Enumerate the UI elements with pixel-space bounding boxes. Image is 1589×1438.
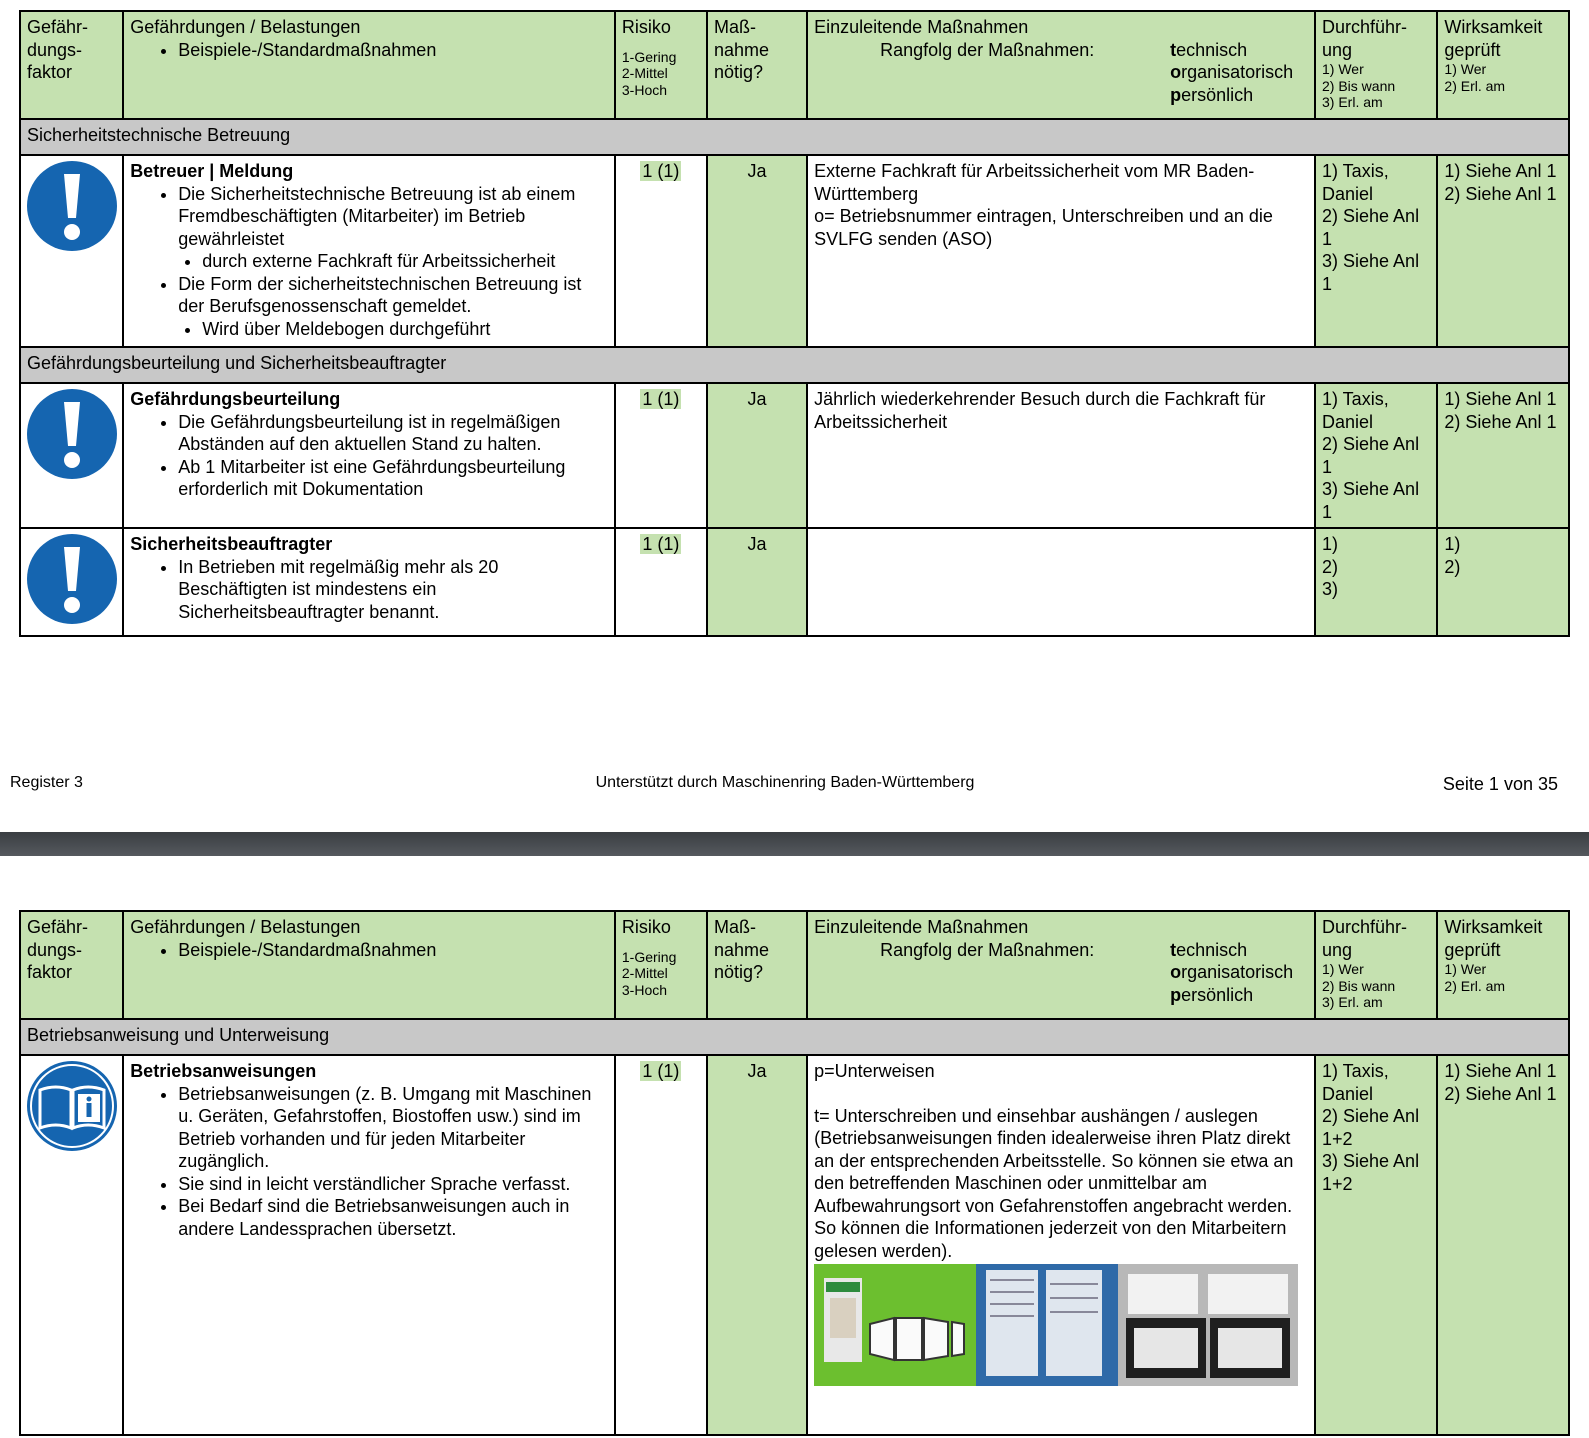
- table-row: [20, 528, 1569, 636]
- header-execution: Durchführ- ung 1) Wer 2) Bis wann 3) Erl. am: [1315, 11, 1437, 119]
- exclamation-mandatory-icon: [26, 533, 118, 625]
- measures-cell: Jährlich wiederkehrender Besuch durch die Fachkraft für Arbeitssicherheit: [807, 383, 1315, 528]
- hazard-icon-cell: [20, 383, 123, 528]
- execution-cell: 1) Taxis, Daniel 2) Siehe Anl 1 3) Siehe Anl 1: [1315, 383, 1437, 528]
- risk-cell: 1 (1): [615, 528, 707, 636]
- footer-credit: Unterstützt durch Maschinenring Baden-Württemberg: [595, 774, 975, 791]
- hazard-description: Gefährdungsbeurteilung • Die Gefährdungsbeurteilung ist in regelmäßigen Abständen auf den aktuellen Stand zu halten. • Ab 1 Mitarbeiter ist eine Gefährdungsbeurteilung erforderlich mit Dokumentation: [123, 383, 615, 528]
- operating-instructions-photo: [814, 1264, 1298, 1386]
- effectiveness-cell: 1) 2): [1437, 528, 1569, 636]
- execution-cell: 1) Taxis, Daniel 2) Siehe Anl 1+2 3) Siehe Anl 1+2: [1315, 1055, 1437, 1435]
- header-measure-needed: Maß- nahme nötig?: [707, 911, 807, 1019]
- footer-page-number: Seite 1 von 35: [1442, 774, 1558, 794]
- header-effectiveness: Wirksamkeit geprüft 1) Wer 2) Erl. am: [1437, 11, 1569, 119]
- execution-cell: 1) 2) 3): [1315, 528, 1437, 636]
- header-hazard-factor: Gefähr- dungs- faktor: [20, 11, 123, 119]
- measures-cell: [807, 528, 1315, 636]
- header-hazard-factor: Gefähr- dungs- faktor: [20, 911, 123, 1019]
- header-execution: Durchführ- ung 1) Wer 2) Bis wann 3) Erl. am: [1315, 911, 1437, 1019]
- section-title: Gefährdungsbeurteilung und Sicherheitsbeauftragter: [20, 347, 1569, 383]
- hazard-icon-cell: [20, 1055, 123, 1435]
- document-page-2: [0, 856, 1589, 1438]
- header-hazards: Gefährdungen / Belastungen • Beispiele-/Standardmaßnahmen: [123, 11, 615, 119]
- exclamation-mandatory-icon: [26, 160, 118, 252]
- section-title: Sicherheitstechnische Betreuung: [20, 119, 1569, 155]
- header-effectiveness: Wirksamkeit geprüft 1) Wer 2) Erl. am: [1437, 911, 1569, 1019]
- effectiveness-cell: 1) Siehe Anl 1 2) Siehe Anl 1: [1437, 1055, 1569, 1435]
- risk-cell: 1 (1): [615, 155, 707, 347]
- table-row: [20, 1055, 1569, 1435]
- header-risk: Risiko 1-Gering 2-Mittel 3-Hoch: [615, 911, 707, 1019]
- page-separator: [0, 832, 1589, 856]
- effectiveness-cell: 1) Siehe Anl 1 2) Siehe Anl 1: [1437, 155, 1569, 347]
- header-measure-needed: Maß- nahme nötig?: [707, 11, 807, 119]
- section-header-row: [20, 347, 1569, 383]
- effectiveness-cell: 1) Siehe Anl 1 2) Siehe Anl 1: [1437, 383, 1569, 528]
- header-hazards: Gefährdungen / Belastungen • Beispiele-/Standardmaßnahmen: [123, 911, 615, 1019]
- measure-needed-cell: Ja: [707, 528, 807, 636]
- exclamation-mandatory-icon: [26, 388, 118, 480]
- measure-needed-cell: Ja: [707, 1055, 807, 1435]
- risk-assessment-table-page-1: [19, 10, 1570, 637]
- hazard-description: Betreuer | Meldung • Die Sicherheitstechnische Betreuung ist ab einem Fremdbeschäftigten (Mitarbeiter) im Betrieb gewährleistet • durch externe Fachkraft für Arbeitssicherheit • Die Form der sicherheitstechnischen Betreuung ist der Berufsgenossenschaft gemeldet. • Wird über Meldebogen durchgeführt: [123, 155, 615, 347]
- risk-assessment-table-page-2: [19, 910, 1570, 1436]
- info-manual-icon: [26, 1060, 118, 1152]
- measures-cell: Externe Fachkraft für Arbeitssicherheit vom MR Baden-Württemberg o= Betriebsnummer eintragen, Unterschreiben und an die SVLFG senden (ASO): [807, 155, 1315, 347]
- hazard-icon-cell: [20, 528, 123, 636]
- measure-needed-cell: Ja: [707, 383, 807, 528]
- table-header-row: [20, 911, 1569, 1019]
- execution-cell: 1) Taxis, Daniel 2) Siehe Anl 1 3) Siehe Anl 1: [1315, 155, 1437, 347]
- section-title: Betriebsanweisung und Unterweisung: [20, 1019, 1569, 1055]
- header-risk: Risiko 1-Gering 2-Mittel 3-Hoch: [615, 11, 707, 119]
- header-measures: Einzuleitende Maßnahmen Rangfolg der Maßnahmen: technisch organisatorisch persönlich: [807, 11, 1315, 119]
- risk-cell: 1 (1): [615, 1055, 707, 1435]
- hazard-icon-cell: [20, 155, 123, 347]
- header-measures: Einzuleitende Maßnahmen Rangfolg der Maßnahmen: technisch organisatorisch persönlich: [807, 911, 1315, 1019]
- table-row: [20, 383, 1569, 528]
- table-header-row: [20, 11, 1569, 119]
- table-row: [20, 155, 1569, 347]
- hazard-description: Betriebsanweisungen • Betriebsanweisungen (z. B. Umgang mit Maschinen u. Geräten, Gefahrstoffen, Biostoffen usw.) sind im Betrieb vorhanden und für jeden Mitarbeiter zugänglich. • Sie sind in leicht verständlicher Sprache verfasst. • Bei Bedarf sind die Betriebsanweisungen auch in andere Landessprachen übersetzt.: [123, 1055, 615, 1435]
- risk-cell: 1 (1): [615, 383, 707, 528]
- section-header-row: [20, 119, 1569, 155]
- footer-register: Register 3: [10, 774, 83, 791]
- measures-cell: p=Unterweisen t= Unterschreiben und einsehbar aushängen / auslegen (Betriebsanweisungen finden idealerweise ihren Platz direkt an der entsprechenden Arbeitsstelle. So können sie etwa an den betreffenden Maschinen oder unmittelbar am Aufbewahrungsort von Gefahrenstoffen angebracht werden. So können die Informationen jederzeit von den Mitarbeitern gelesen werden).: [807, 1055, 1315, 1435]
- measure-needed-cell: Ja: [707, 155, 807, 347]
- section-header-row: [20, 1019, 1569, 1055]
- hazard-description: Sicherheitsbeauftragter • In Betrieben mit regelmäßig mehr als 20 Beschäftigten ist mindestens ein Sicherheitsbeauftragter benannt.: [123, 528, 615, 636]
